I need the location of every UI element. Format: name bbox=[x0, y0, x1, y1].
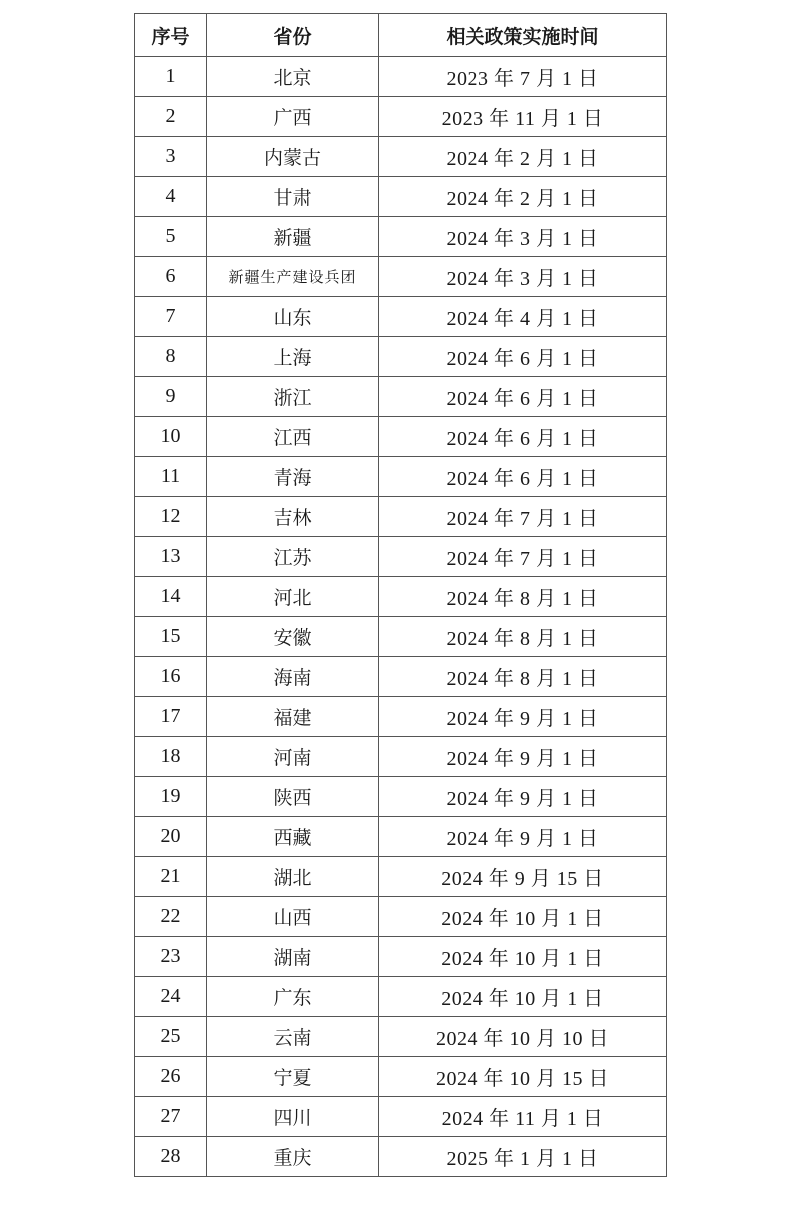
table-row bbox=[135, 777, 667, 817]
table-row bbox=[135, 57, 667, 97]
table-row bbox=[135, 897, 667, 937]
row-index-cell: 17 bbox=[135, 697, 207, 737]
table-header bbox=[135, 14, 667, 57]
row-index-cell: 14 bbox=[135, 577, 207, 617]
table-row bbox=[135, 537, 667, 577]
row-province-cell: 陕西 bbox=[207, 777, 379, 817]
row-index-cell: 7 bbox=[135, 297, 207, 337]
row-province-cell: 甘肃 bbox=[207, 177, 379, 217]
row-province-cell: 新疆 bbox=[207, 217, 379, 257]
row-province-cell: 山西 bbox=[207, 897, 379, 937]
row-date-cell: 2024 年 10 月 15 日 bbox=[379, 1057, 667, 1097]
row-index-cell: 19 bbox=[135, 777, 207, 817]
row-index-cell: 23 bbox=[135, 937, 207, 977]
row-date-cell: 2025 年 1 月 1 日 bbox=[379, 1137, 667, 1177]
row-date-cell: 2024 年 10 月 1 日 bbox=[379, 937, 667, 977]
table-row bbox=[135, 817, 667, 857]
row-date-cell: 2023 年 7 月 1 日 bbox=[379, 57, 667, 97]
row-date-cell: 2024 年 6 月 1 日 bbox=[379, 457, 667, 497]
row-province-cell: 上海 bbox=[207, 337, 379, 377]
row-index-cell: 22 bbox=[135, 897, 207, 937]
row-date-cell: 2024 年 10 月 1 日 bbox=[379, 897, 667, 937]
row-index-cell: 16 bbox=[135, 657, 207, 697]
table-row bbox=[135, 737, 667, 777]
row-index-cell: 8 bbox=[135, 337, 207, 377]
row-index-cell: 28 bbox=[135, 1137, 207, 1177]
table-row bbox=[135, 97, 667, 137]
row-index-cell: 4 bbox=[135, 177, 207, 217]
row-index-cell: 15 bbox=[135, 617, 207, 657]
row-province-cell: 四川 bbox=[207, 1097, 379, 1137]
row-date-cell: 2024 年 6 月 1 日 bbox=[379, 337, 667, 377]
row-index-cell: 3 bbox=[135, 137, 207, 177]
row-province-cell: 山东 bbox=[207, 297, 379, 337]
row-date-cell: 2024 年 7 月 1 日 bbox=[379, 497, 667, 537]
row-province-cell: 西藏 bbox=[207, 817, 379, 857]
row-date-cell: 2023 年 11 月 1 日 bbox=[379, 97, 667, 137]
table-row bbox=[135, 377, 667, 417]
row-province-cell: 云南 bbox=[207, 1017, 379, 1057]
row-province-cell: 内蒙古 bbox=[207, 137, 379, 177]
row-date-cell: 2024 年 6 月 1 日 bbox=[379, 377, 667, 417]
table-row bbox=[135, 657, 667, 697]
row-date-cell: 2024 年 9 月 1 日 bbox=[379, 817, 667, 857]
table-row bbox=[135, 257, 667, 297]
table-row bbox=[135, 1097, 667, 1137]
table-row bbox=[135, 177, 667, 217]
row-index-cell: 9 bbox=[135, 377, 207, 417]
table-body bbox=[135, 57, 667, 1177]
row-province-cell: 河南 bbox=[207, 737, 379, 777]
row-index-cell: 27 bbox=[135, 1097, 207, 1137]
row-index-cell: 10 bbox=[135, 417, 207, 457]
row-province-cell: 海南 bbox=[207, 657, 379, 697]
table-row bbox=[135, 1017, 667, 1057]
row-date-cell: 2024 年 6 月 1 日 bbox=[379, 417, 667, 457]
header-row bbox=[135, 14, 667, 57]
row-index-cell: 13 bbox=[135, 537, 207, 577]
row-date-cell: 2024 年 2 月 1 日 bbox=[379, 137, 667, 177]
table-row bbox=[135, 457, 667, 497]
row-province-cell: 江苏 bbox=[207, 537, 379, 577]
row-province-cell: 新疆生产建设兵团 bbox=[207, 257, 379, 297]
row-date-cell: 2024 年 9 月 1 日 bbox=[379, 697, 667, 737]
row-index-cell: 26 bbox=[135, 1057, 207, 1097]
row-date-cell: 2024 年 10 月 1 日 bbox=[379, 977, 667, 1017]
row-province-cell: 宁夏 bbox=[207, 1057, 379, 1097]
table-row bbox=[135, 977, 667, 1017]
row-province-cell: 湖北 bbox=[207, 857, 379, 897]
table-row bbox=[135, 697, 667, 737]
row-province-cell: 广西 bbox=[207, 97, 379, 137]
table-row bbox=[135, 417, 667, 457]
table-row bbox=[135, 617, 667, 657]
table-row bbox=[135, 577, 667, 617]
row-province-cell: 北京 bbox=[207, 57, 379, 97]
row-date-cell: 2024 年 2 月 1 日 bbox=[379, 177, 667, 217]
header-date: 相关政策实施时间 bbox=[379, 14, 667, 57]
row-province-cell: 江西 bbox=[207, 417, 379, 457]
row-index-cell: 25 bbox=[135, 1017, 207, 1057]
row-date-cell: 2024 年 8 月 1 日 bbox=[379, 577, 667, 617]
row-index-cell: 6 bbox=[135, 257, 207, 297]
row-index-cell: 20 bbox=[135, 817, 207, 857]
row-index-cell: 1 bbox=[135, 57, 207, 97]
header-province: 省份 bbox=[207, 14, 379, 57]
table-row bbox=[135, 137, 667, 177]
row-province-cell: 福建 bbox=[207, 697, 379, 737]
row-date-cell: 2024 年 4 月 1 日 bbox=[379, 297, 667, 337]
row-province-cell: 安徽 bbox=[207, 617, 379, 657]
table-row bbox=[135, 857, 667, 897]
row-date-cell: 2024 年 9 月 15 日 bbox=[379, 857, 667, 897]
row-index-cell: 21 bbox=[135, 857, 207, 897]
row-index-cell: 2 bbox=[135, 97, 207, 137]
row-province-cell: 浙江 bbox=[207, 377, 379, 417]
row-province-cell: 广东 bbox=[207, 977, 379, 1017]
row-province-cell: 吉林 bbox=[207, 497, 379, 537]
row-date-cell: 2024 年 8 月 1 日 bbox=[379, 617, 667, 657]
row-date-cell: 2024 年 9 月 1 日 bbox=[379, 777, 667, 817]
row-date-cell: 2024 年 3 月 1 日 bbox=[379, 217, 667, 257]
policy-implementation-table bbox=[134, 13, 667, 1177]
header-index: 序号 bbox=[135, 14, 207, 57]
row-date-cell: 2024 年 11 月 1 日 bbox=[379, 1097, 667, 1137]
row-date-cell: 2024 年 10 月 10 日 bbox=[379, 1017, 667, 1057]
table-row bbox=[135, 497, 667, 537]
row-date-cell: 2024 年 7 月 1 日 bbox=[379, 537, 667, 577]
row-date-cell: 2024 年 8 月 1 日 bbox=[379, 657, 667, 697]
table-row bbox=[135, 337, 667, 377]
row-province-cell: 河北 bbox=[207, 577, 379, 617]
row-date-cell: 2024 年 3 月 1 日 bbox=[379, 257, 667, 297]
row-province-cell: 湖南 bbox=[207, 937, 379, 977]
row-index-cell: 12 bbox=[135, 497, 207, 537]
row-index-cell: 5 bbox=[135, 217, 207, 257]
table-row bbox=[135, 1057, 667, 1097]
row-index-cell: 24 bbox=[135, 977, 207, 1017]
table-row bbox=[135, 217, 667, 257]
row-index-cell: 11 bbox=[135, 457, 207, 497]
row-date-cell: 2024 年 9 月 1 日 bbox=[379, 737, 667, 777]
table-row bbox=[135, 937, 667, 977]
row-province-cell: 重庆 bbox=[207, 1137, 379, 1177]
table-row bbox=[135, 1137, 667, 1177]
row-index-cell: 18 bbox=[135, 737, 207, 777]
row-province-cell: 青海 bbox=[207, 457, 379, 497]
table-row bbox=[135, 297, 667, 337]
